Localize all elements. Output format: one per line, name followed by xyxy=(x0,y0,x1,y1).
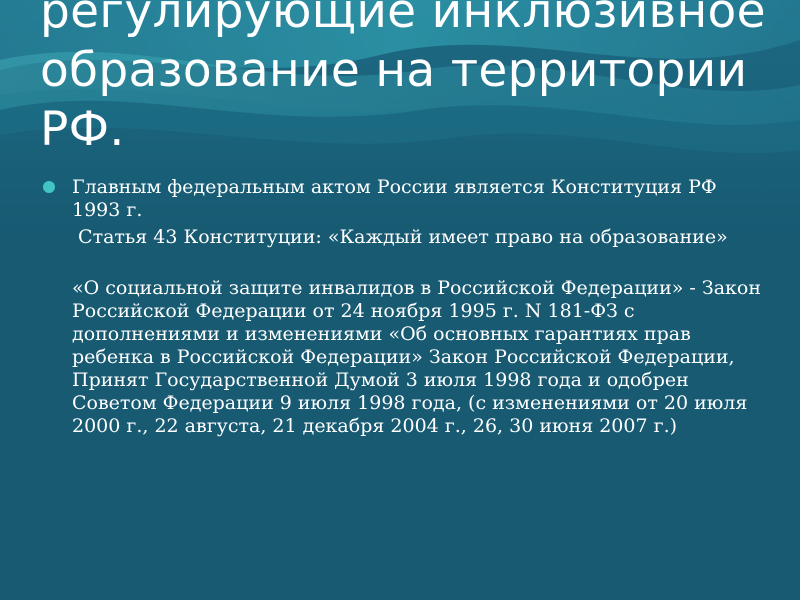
laws-paragraph: «О социальной защите инвалидов в Российской Федерации» - Закон Российской Федерации от 24 ноября 1995 г. N 181-ФЗ с дополнениями и изменениями «Об основных гарантиях прав ребенка в Российской Федерации» Закон Российской Федерации, Принят Государственной Думой 3 июля 1998 года и одобрен Советом Федерации 9 июля 1998 года, (с изменениями от 20 июля 2000 г., 22 августа, 21 декабря 2004 г., 26, 30 июня 2007 г.) xyxy=(72,277,762,437)
slide-title xyxy=(40,0,780,159)
slide-title-line: РФ. xyxy=(40,102,125,157)
teal-circle-bullet-icon xyxy=(43,181,55,193)
slide-title-line: регулирующие инклюзивное xyxy=(40,0,766,39)
bullet-item xyxy=(40,176,770,438)
article-43-paragraph: Статья 43 Конституции: «Каждый имеет право на образование» xyxy=(72,226,728,248)
constitution-paragraph: Главным федеральным актом России является Конституция РФ 1993 г. xyxy=(72,176,717,221)
slide-title-line: образование на территории xyxy=(40,43,748,98)
slide-body xyxy=(40,176,770,438)
